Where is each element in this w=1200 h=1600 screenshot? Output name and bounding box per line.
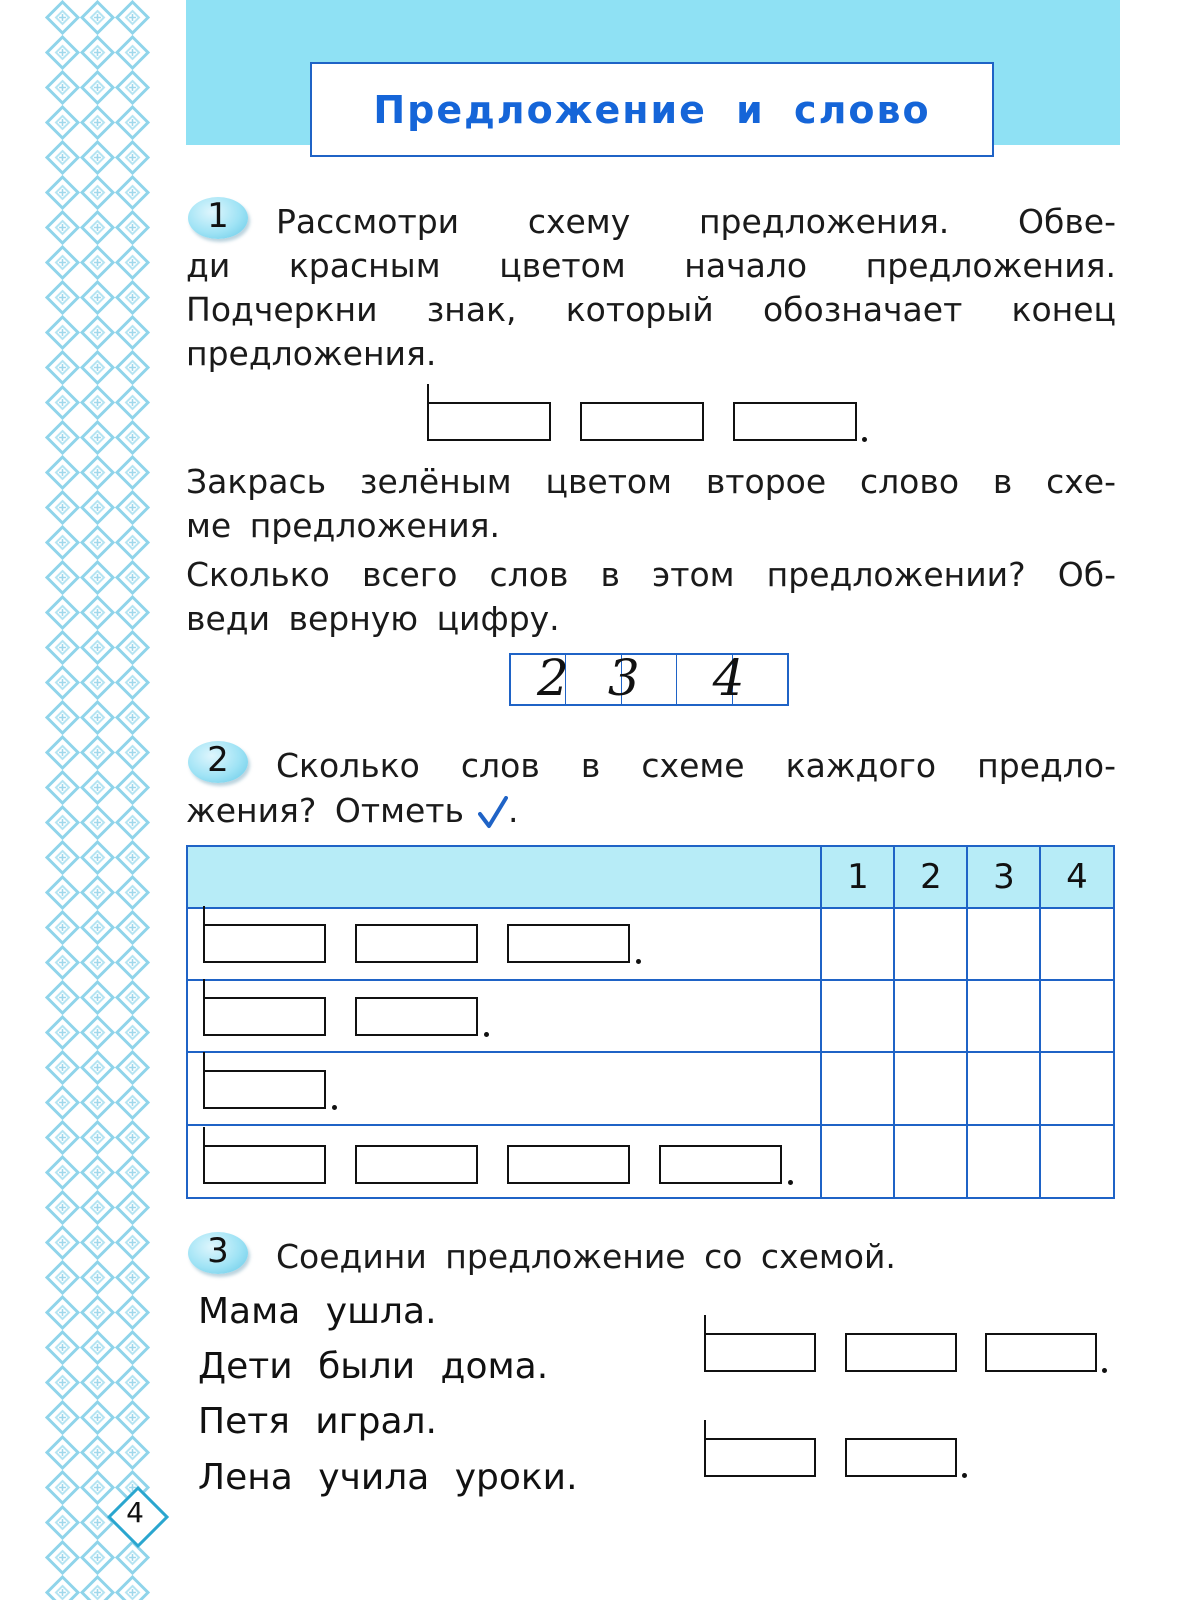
decorative-border-pattern [45,0,150,1600]
word-box [507,924,630,963]
digit-option[interactable]: 3 [607,649,640,707]
word-box [845,1438,957,1477]
column-header: 1 [847,857,869,897]
answer-cell[interactable] [1039,1052,1112,1124]
sentence-option[interactable]: Мама ушла. [198,1291,437,1332]
task2-instruction [186,744,1116,833]
word-box[interactable] [733,402,857,441]
digit-option[interactable]: 4 [712,649,745,707]
period-mark [962,1473,967,1478]
word-box [355,1145,478,1184]
text-line: Подчеркни знак, который обозначает конец [186,290,1116,329]
digit-option[interactable]: 2 [537,649,569,707]
title-box [310,62,994,157]
answer-cell[interactable] [966,1052,1039,1124]
text-line: ме предложения. [186,506,501,545]
word-box [355,924,478,963]
task-number-badge-3 [188,1232,248,1274]
period-mark [636,959,641,964]
answer-cell[interactable] [820,908,893,980]
answer-cell[interactable] [966,980,1039,1052]
answer-cell[interactable] [1039,980,1112,1052]
word-box [203,1145,326,1184]
text-line: Соедини предложение со схемой. [276,1237,896,1276]
task-number: 1 [207,196,229,236]
word-box [203,997,326,1036]
word-box [355,997,478,1036]
answer-cell[interactable] [820,980,893,1052]
column-header: 3 [993,857,1015,897]
digit-choice-strip [509,649,789,707]
task1-instruction [186,200,1116,376]
task1-color-instruction [186,460,1116,548]
period-mark[interactable] [862,437,867,442]
word-box [203,924,326,963]
answer-cell[interactable] [893,1052,966,1124]
answer-grid [820,908,1112,1196]
answer-cell[interactable] [1039,908,1112,980]
task3-instruction [276,1235,976,1279]
checkmark-icon [478,796,508,830]
text-line: Рассмотри схему предложения. Обве- [276,202,1116,241]
word-box[interactable] [580,402,704,441]
period-mark [1102,1368,1107,1373]
answer-cell[interactable] [820,1052,893,1124]
answer-cell[interactable] [966,1124,1039,1196]
answer-cell[interactable] [893,980,966,1052]
column-header: 2 [920,857,942,897]
word-box [203,1070,326,1109]
period-mark [484,1032,489,1037]
text-line: Сколько слов в схеме каждого предло- [276,746,1116,785]
word-box [704,1438,816,1477]
text-line: предложения. [186,334,437,373]
text-line: жения? Отметь [186,791,464,830]
answer-cell[interactable] [1039,1124,1112,1196]
answer-cell[interactable] [966,908,1039,980]
sentence-option[interactable]: Дети были дома. [198,1346,549,1387]
task-number: 2 [207,740,229,780]
text-line: Закрась зелёным цветом второе слово в схе- [186,462,1116,501]
word-box [659,1145,782,1184]
answer-cell[interactable] [893,908,966,980]
period-mark [332,1105,337,1110]
task1-count-instruction [186,553,1116,641]
answer-cell[interactable] [893,1124,966,1196]
column-header: 4 [1066,857,1088,897]
word-box [704,1333,816,1372]
word-box[interactable] [427,402,551,441]
sentence-option[interactable]: Лена учила уроки. [198,1457,578,1498]
text-line: . [507,791,519,830]
text-line: Сколько всего слов в этом предложении? Об- [186,555,1116,594]
text-line: ди красным цветом начало предложения. [186,246,1116,285]
word-box [845,1333,957,1372]
sentence-option[interactable]: Петя играл. [198,1401,437,1442]
text-line: веди верную цифру. [186,599,560,638]
period-mark [788,1180,793,1185]
page-number: 4 [126,1496,144,1529]
task-number: 3 [207,1231,229,1271]
word-box [507,1145,630,1184]
page-title: Предложение и слово [373,87,931,132]
answer-cell[interactable] [820,1124,893,1196]
word-box [985,1333,1097,1372]
page-number-badge [108,1487,162,1541]
